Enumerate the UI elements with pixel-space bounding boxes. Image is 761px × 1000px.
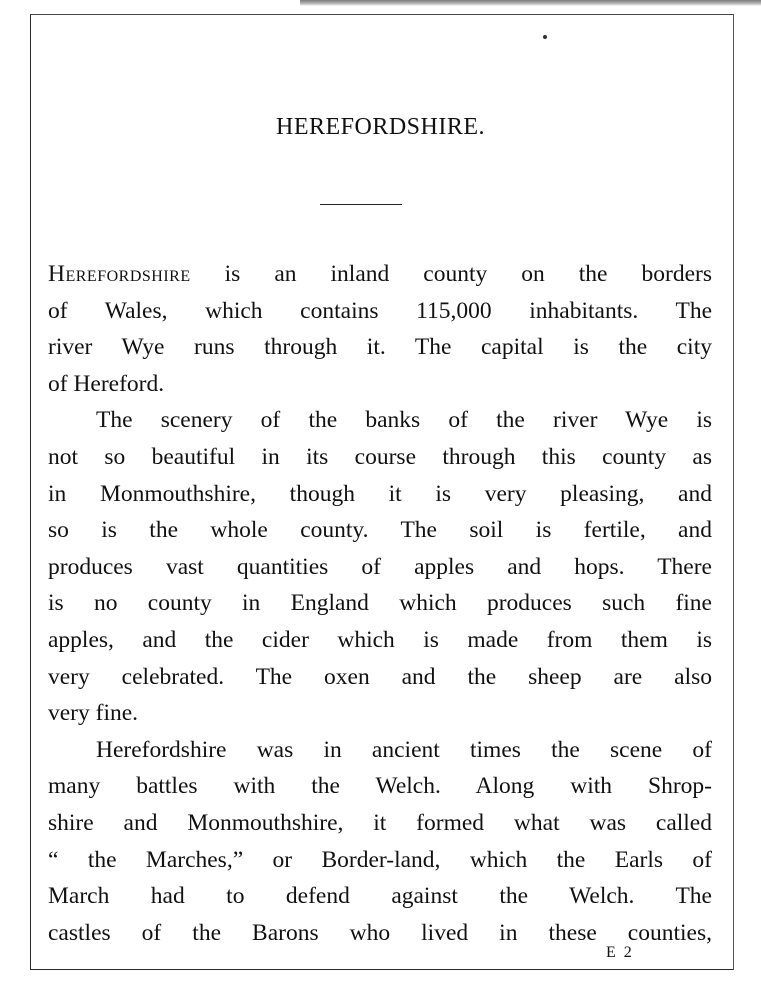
text-line: very fine. xyxy=(48,700,139,727)
lead-word: Herefordshire xyxy=(48,261,191,287)
text-line: is no county in England which produces such fine xyxy=(48,590,712,617)
page-number: E 2 xyxy=(606,944,634,961)
text-line: Herefordshire was in ancient times the scene of xyxy=(96,736,712,763)
text-line-content: is an inland county on the borders xyxy=(190,261,712,287)
text-line: The scenery of the banks of the river Wye is xyxy=(96,407,712,434)
page-top-edge-shadow xyxy=(300,0,761,6)
text-line: so is the whole county. The soil is fertile, and xyxy=(48,517,712,544)
body-text xyxy=(48,256,712,951)
text-line: castles of the Barons who lived in these counties, xyxy=(48,919,712,946)
ink-speck xyxy=(543,35,547,39)
text-line: shire and Monmouthshire, it formed what was called xyxy=(48,809,712,836)
text-line: “ the Marches,” or Border-land, which the Earls of xyxy=(48,846,712,873)
text-line: March had to defend against the Welch. The xyxy=(48,883,712,910)
text-line xyxy=(48,256,712,293)
text-line: of Hereford. xyxy=(48,370,165,397)
text-line: many battles with the Welch. Along with Shrop- xyxy=(48,773,712,800)
text-line: very celebrated. The oxen and the sheep are also xyxy=(48,663,712,690)
paragraph-1 xyxy=(48,256,712,402)
paragraph-3 xyxy=(48,732,712,952)
page-title: HEREFORDSHIRE. xyxy=(275,114,486,140)
text-line: of Wales, which contains 115,000 inhabitants. The xyxy=(48,297,712,324)
title-divider xyxy=(320,204,402,205)
paragraph-2 xyxy=(48,402,712,731)
text-line: produces vast quantities of apples and hops. There xyxy=(48,553,712,580)
text-line: in Monmouthshire, though it is very pleasing, and xyxy=(48,480,712,507)
text-line: river Wye runs through it. The capital is the city xyxy=(48,334,712,361)
text-line: apples, and the cider which is made from them is xyxy=(48,626,712,653)
text-line: not so beautiful in its course through this county as xyxy=(48,443,712,470)
